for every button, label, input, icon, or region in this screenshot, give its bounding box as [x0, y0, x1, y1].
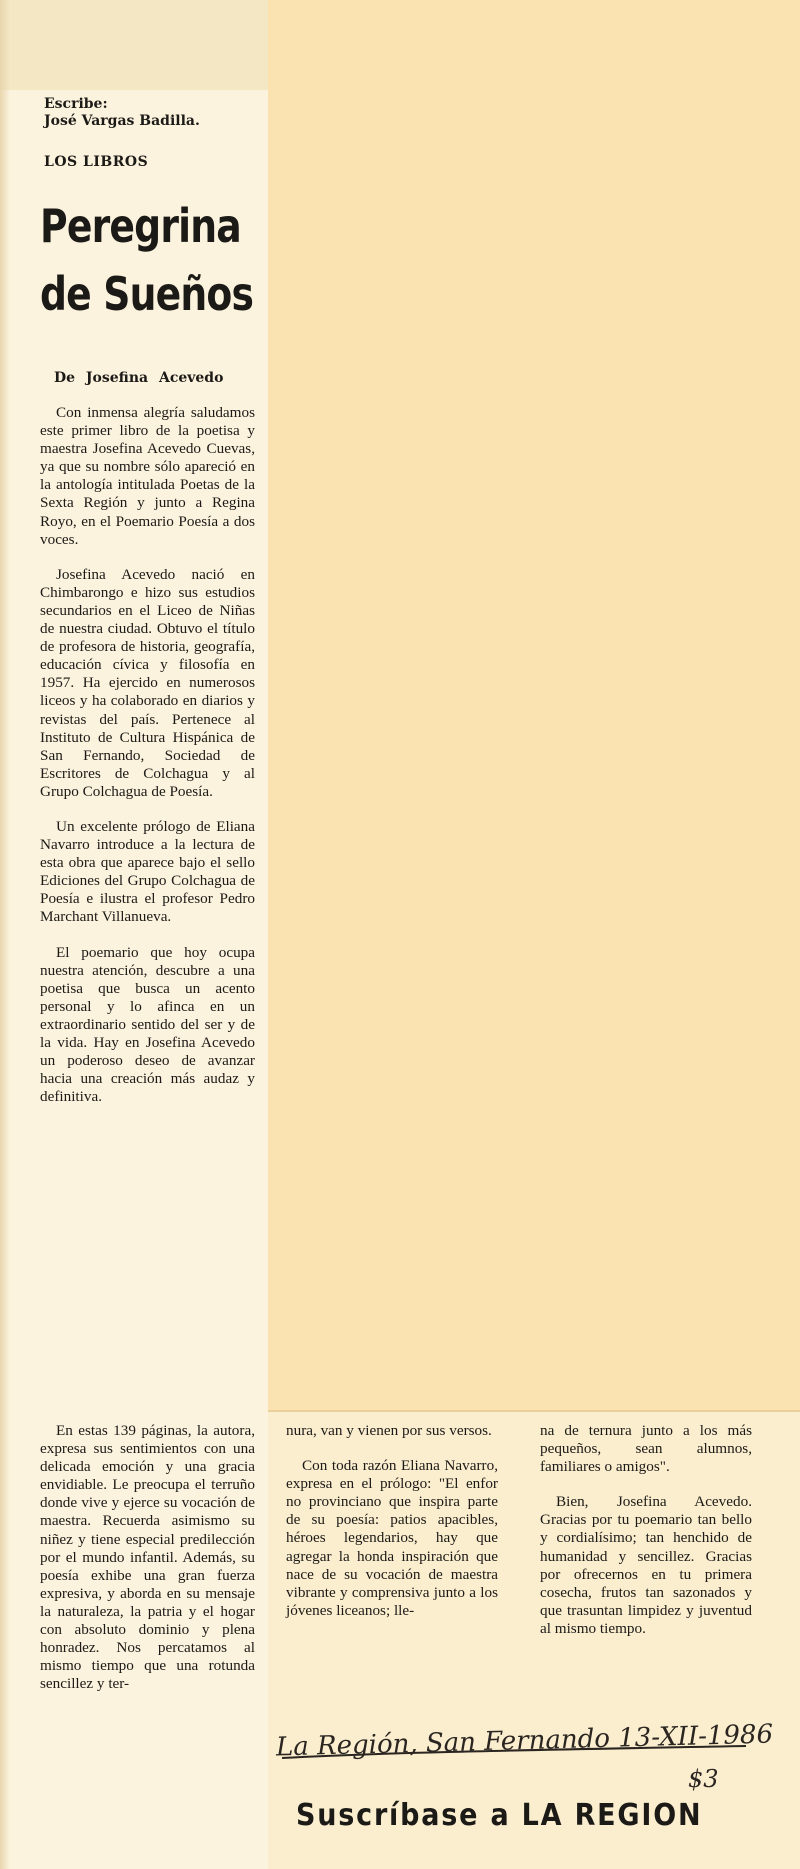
handwritten-annotation: [276, 1712, 776, 1772]
headline-line-2: de Sueños: [40, 267, 254, 321]
paragraph: Josefina Acevedo nació en Chimbarongo e hizo sus estudios secundarios en el Liceo de Niñas de nuestra ciudad. Obtuvo el título de profesora de historia, geografía, educación cívica y filosofía en 1957. Ha ejercido en numerosos liceos y ha colaborado en diarios y revistas del país. Pertenece al Instituto de Cultura Hispánica de San Fernando, Sociedad de Escritores de Colchagua y al Grupo Colchagua de Poesía.: [40, 565, 255, 800]
headline-line-1: Peregrina: [40, 199, 241, 253]
paragraph: nura, van y vienen por sus versos.: [286, 1422, 492, 1439]
article-column-1: [40, 404, 255, 1123]
paragraph: Un excelente prólogo de Eliana Navarro introduce a la lectura de esta obra que aparece bajo el sello Ediciones del Grupo Colchagua de Poesía e ilustra el profesor Pedro Marchant Villanueva.: [40, 817, 255, 926]
paper-fold-shadow: [0, 0, 10, 1869]
paragraph: El poemario que hoy ocupa nuestra atención, descubre a una poetisa que busca un acento personal y lo afinca en un extraordinario sentido del ser y de la vida. Hay en Josefina Acevedo un poderoso deseo de avanzar hacia una creación más audaz y definitiva.: [40, 943, 255, 1106]
paragraph: Bien, Josefina Acevedo. Gracias por tu poemario tan bello y cordialísimo; tan henchido de humanidad y sencillez. Gracias por ofrecernos en tu primera cosecha, frutos tan sazonados y que trasuntan limpidez y juventud al mismo tiempo.: [540, 1493, 752, 1637]
paragraph: Con inmensa alegría saludamos este primer libro de la poetisa y maestra Josefina Acevedo Cuevas, ya que su nombre sólo apareció en la antología intitulada Poetas de la Sexta Región y junto a Regina Royo, en el Poemario Poesía a dos voces.: [40, 404, 255, 548]
paragraph: Con toda razón Eliana Navarro, expresa en el prólogo: "El enfor no provinciano que inspira parte de su poesía: patios apacibles, héroes legendarios, hay que agregar la honda inspiración que nace de su vocación de maestra vibrante y comprensiva junto a los jóvenes liceanos; lle-: [286, 1457, 498, 1619]
byline-writer: José Vargas Badilla.: [44, 113, 200, 129]
paragraph: na de ternura junto a los más pequeños, sean alumnos, familiares o amigos".: [540, 1422, 752, 1476]
subscribe-banner: Suscríbase a LA REGION: [296, 1798, 703, 1833]
article-column-4: [540, 1422, 752, 1655]
section-title: LOS LIBROS: [44, 154, 149, 170]
headline: [40, 192, 254, 328]
handwritten-source-date: La Región, San Fernando 13-XII-1986: [275, 1719, 774, 1763]
byline: [44, 96, 200, 130]
paragraph: En estas 139 páginas, la autora, expresa sus sentimientos con una delicada emoción y una gracia envidiable. Le preocupa el terruño donde vive y ejerce su vocación de maestra. Recuerda asimismo su niñez y tiene especial predilección por el mundo infantil. Además, su poesía exhibe una gran fuerza expresiva, y aborda en su mensaje la naturaleza, la patria y el hogar con absoluto dominio y plena honradez. Nos percatamos al mismo tiempo que una rotunda sencillez y ter-: [40, 1422, 255, 1693]
clipping-top-margin: [0, 0, 268, 90]
book-author: De Josefina Acevedo: [54, 370, 224, 386]
clipping-bottom-edge: [268, 1410, 800, 1412]
byline-label: Escribe:: [44, 96, 108, 112]
article-column-3: [286, 1422, 498, 1637]
handwritten-price: $3: [688, 1765, 719, 1793]
article-column-2: [40, 1422, 255, 1710]
